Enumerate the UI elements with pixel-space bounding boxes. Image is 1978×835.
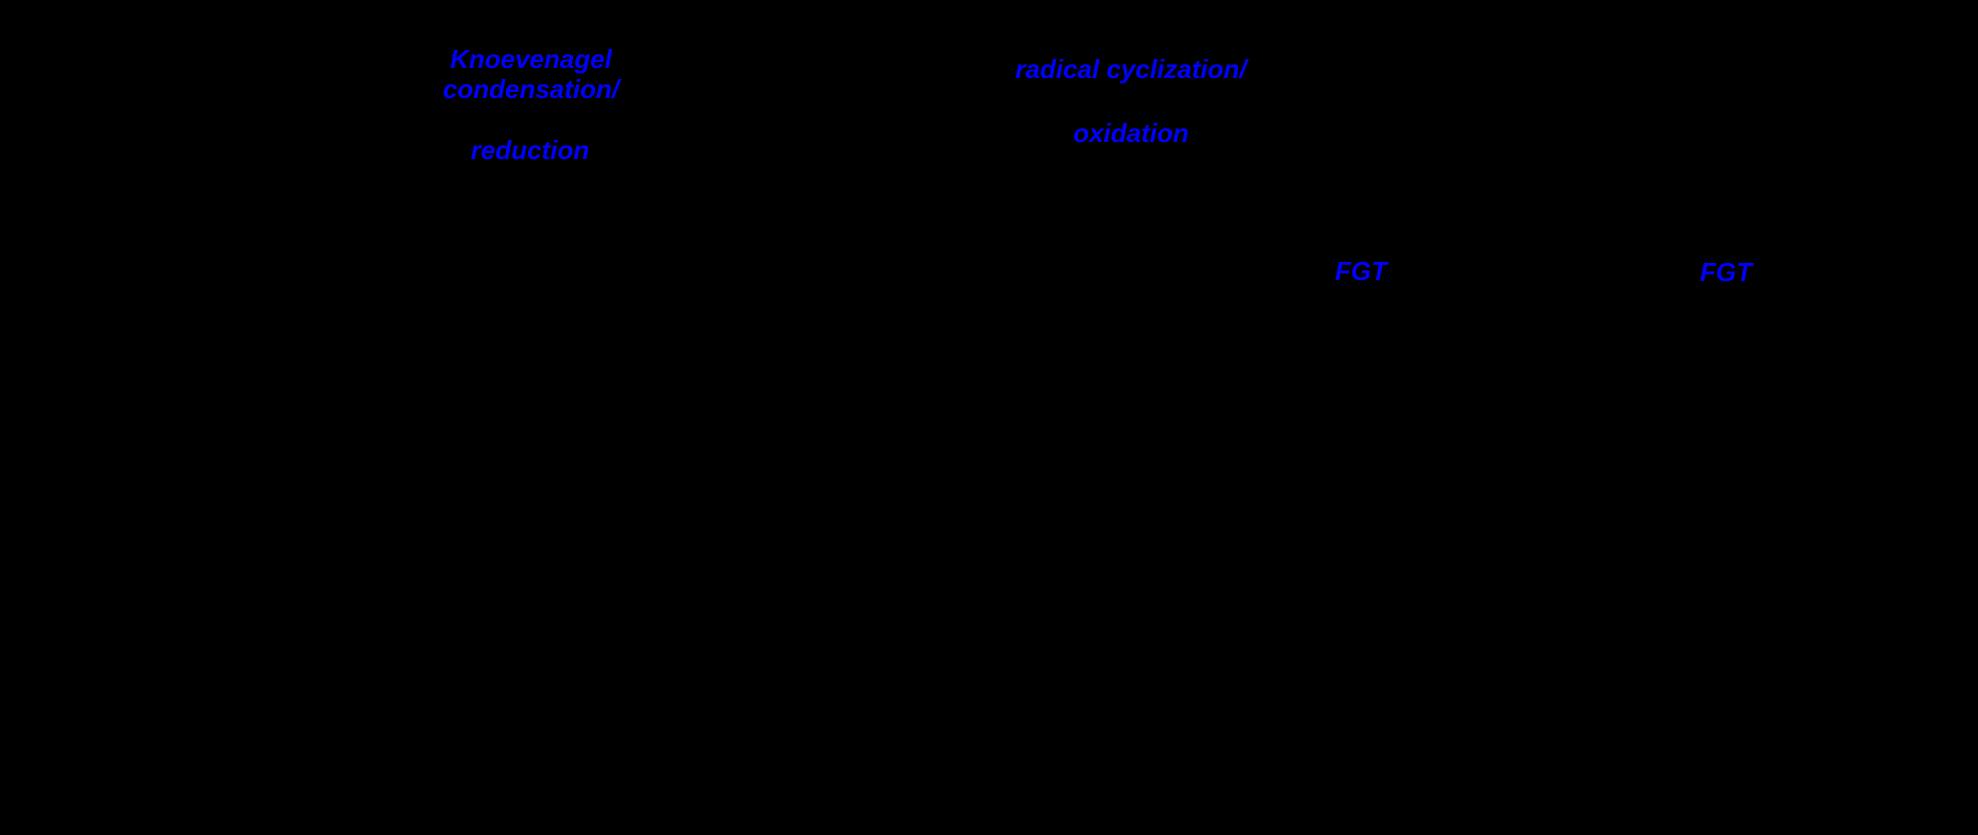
label-reduction: reduction	[470, 135, 590, 165]
label-knoevenagel-line: Knoevenagel	[450, 44, 612, 74]
label-knoevenagel-condensation	[443, 44, 619, 104]
label-fgt-1: FGT	[1335, 256, 1387, 286]
label-oxidation: oxidation	[1073, 118, 1189, 148]
label-fgt-2: FGT	[1700, 257, 1752, 287]
label-condensation-line: condensation/	[442, 74, 620, 104]
label-radical-cyclization: radical cyclization/	[1015, 54, 1247, 84]
